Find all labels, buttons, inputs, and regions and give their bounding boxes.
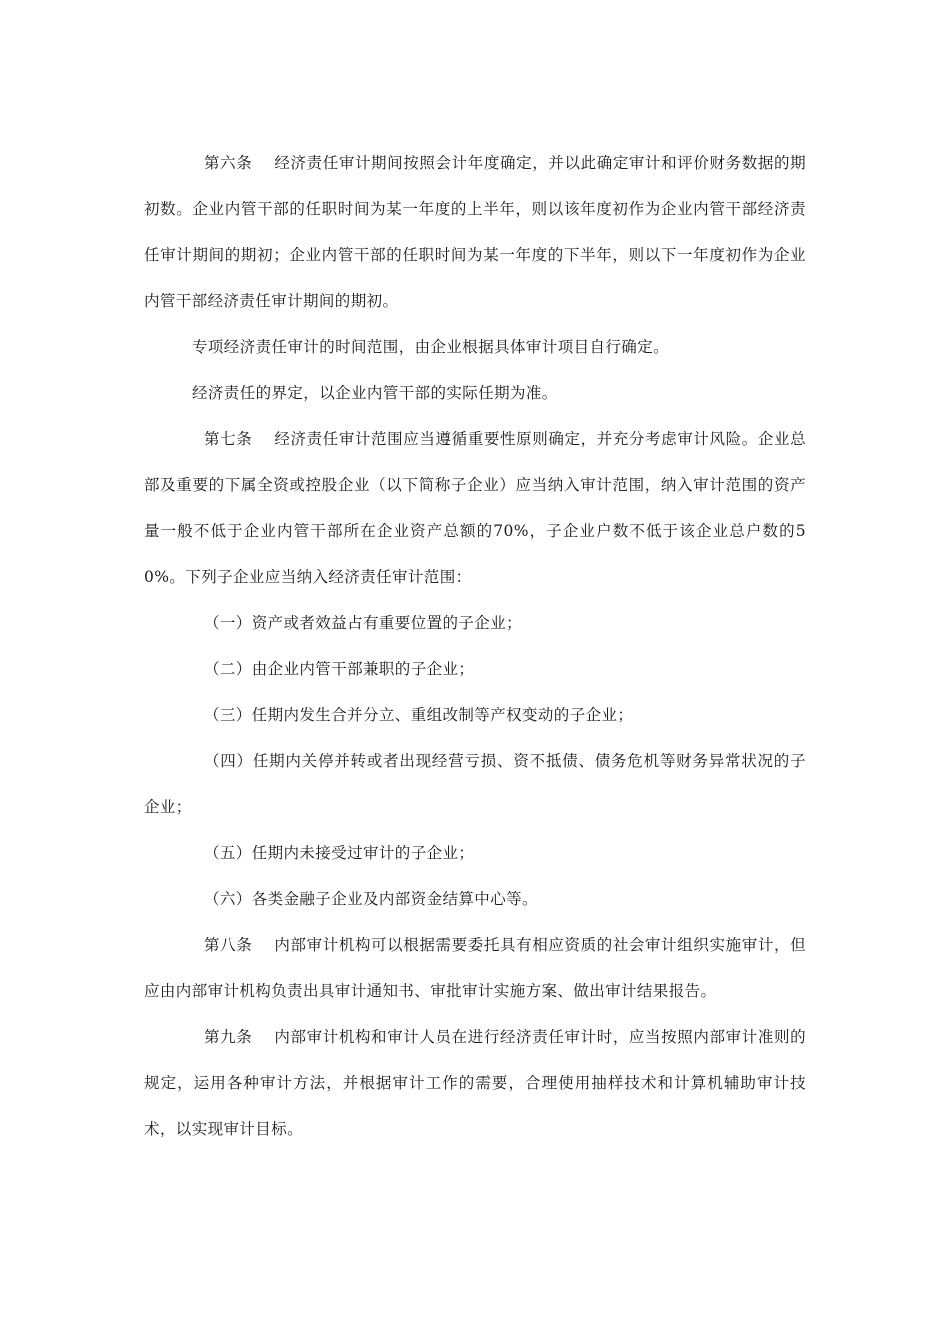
article-6-paragraph-3: 经济责任的界定，以企业内管干部的实际任期为准。 bbox=[192, 384, 558, 402]
article-6-number: 第六条 bbox=[204, 154, 253, 172]
article-7-item-4: （四）任期内关停并转或者出现经营亏损、资不抵债、债务危机等财务异常状况的子企业； bbox=[144, 752, 806, 816]
article-6 bbox=[144, 140, 806, 324]
article-8-text: 内部审计机构可以根据需要委托具有相应资质的社会审计组织实施审计，但应由内部审计机构负责出具审计通知书、审批审计实施方案、做出审计结果报告。 bbox=[144, 936, 807, 1000]
article-7-item-6: （六）各类金融子企业及内部资金结算中心等。 bbox=[204, 890, 538, 908]
article-7-text: 经济责任审计范围应当遵循重要性原则确定，并充分考虑审计风险。企业总部及重要的下属全资或控股企业（以下简称子企业）应当纳入审计范围，纳入审计范围的资产量一般不低于企业内管干部所在企业资产总额的70%，子企业户数不低于该企业总户数的50%。下列子企业应当纳入经济责任审计范围： bbox=[144, 430, 807, 586]
article-9 bbox=[144, 1014, 806, 1152]
article-7 bbox=[144, 416, 806, 600]
article-9-number: 第九条 bbox=[204, 1028, 253, 1046]
article-7-item-1: （一）资产或者效益占有重要位置的子企业； bbox=[204, 614, 523, 632]
article-7-item-2: （二）由企业内管干部兼职的子企业； bbox=[204, 660, 475, 678]
article-8 bbox=[144, 922, 806, 1014]
article-6-paragraph-2: 专项经济责任审计的时间范围，由企业根据具体审计项目自行确定。 bbox=[192, 338, 670, 356]
document-body bbox=[144, 140, 806, 1152]
article-7-item-5: （五）任期内未接受过审计的子企业； bbox=[204, 844, 475, 862]
article-7-number: 第七条 bbox=[204, 430, 253, 448]
article-6-text: 经济责任审计期间按照会计年度确定，并以此确定审计和评价财务数据的期初数。企业内管干部的任职时间为某一年度的上半年，则以该年度初作为企业内管干部经济责任审计期间的期初；企业内管干部的任职时间为某一年度的下半年，则以下一年度初作为企业内管干部经济责任审计期间的期初。 bbox=[144, 154, 807, 310]
article-7-item-3: （三）任期内发生合并分立、重组改制等产权变动的子企业； bbox=[204, 706, 634, 724]
article-9-text: 内部审计机构和审计人员在进行经济责任审计时，应当按照内部审计准则的规定，运用各种审计方法，并根据审计工作的需要，合理使用抽样技术和计算机辅助审计技术，以实现审计目标。 bbox=[144, 1028, 807, 1138]
article-8-number: 第八条 bbox=[204, 936, 253, 954]
